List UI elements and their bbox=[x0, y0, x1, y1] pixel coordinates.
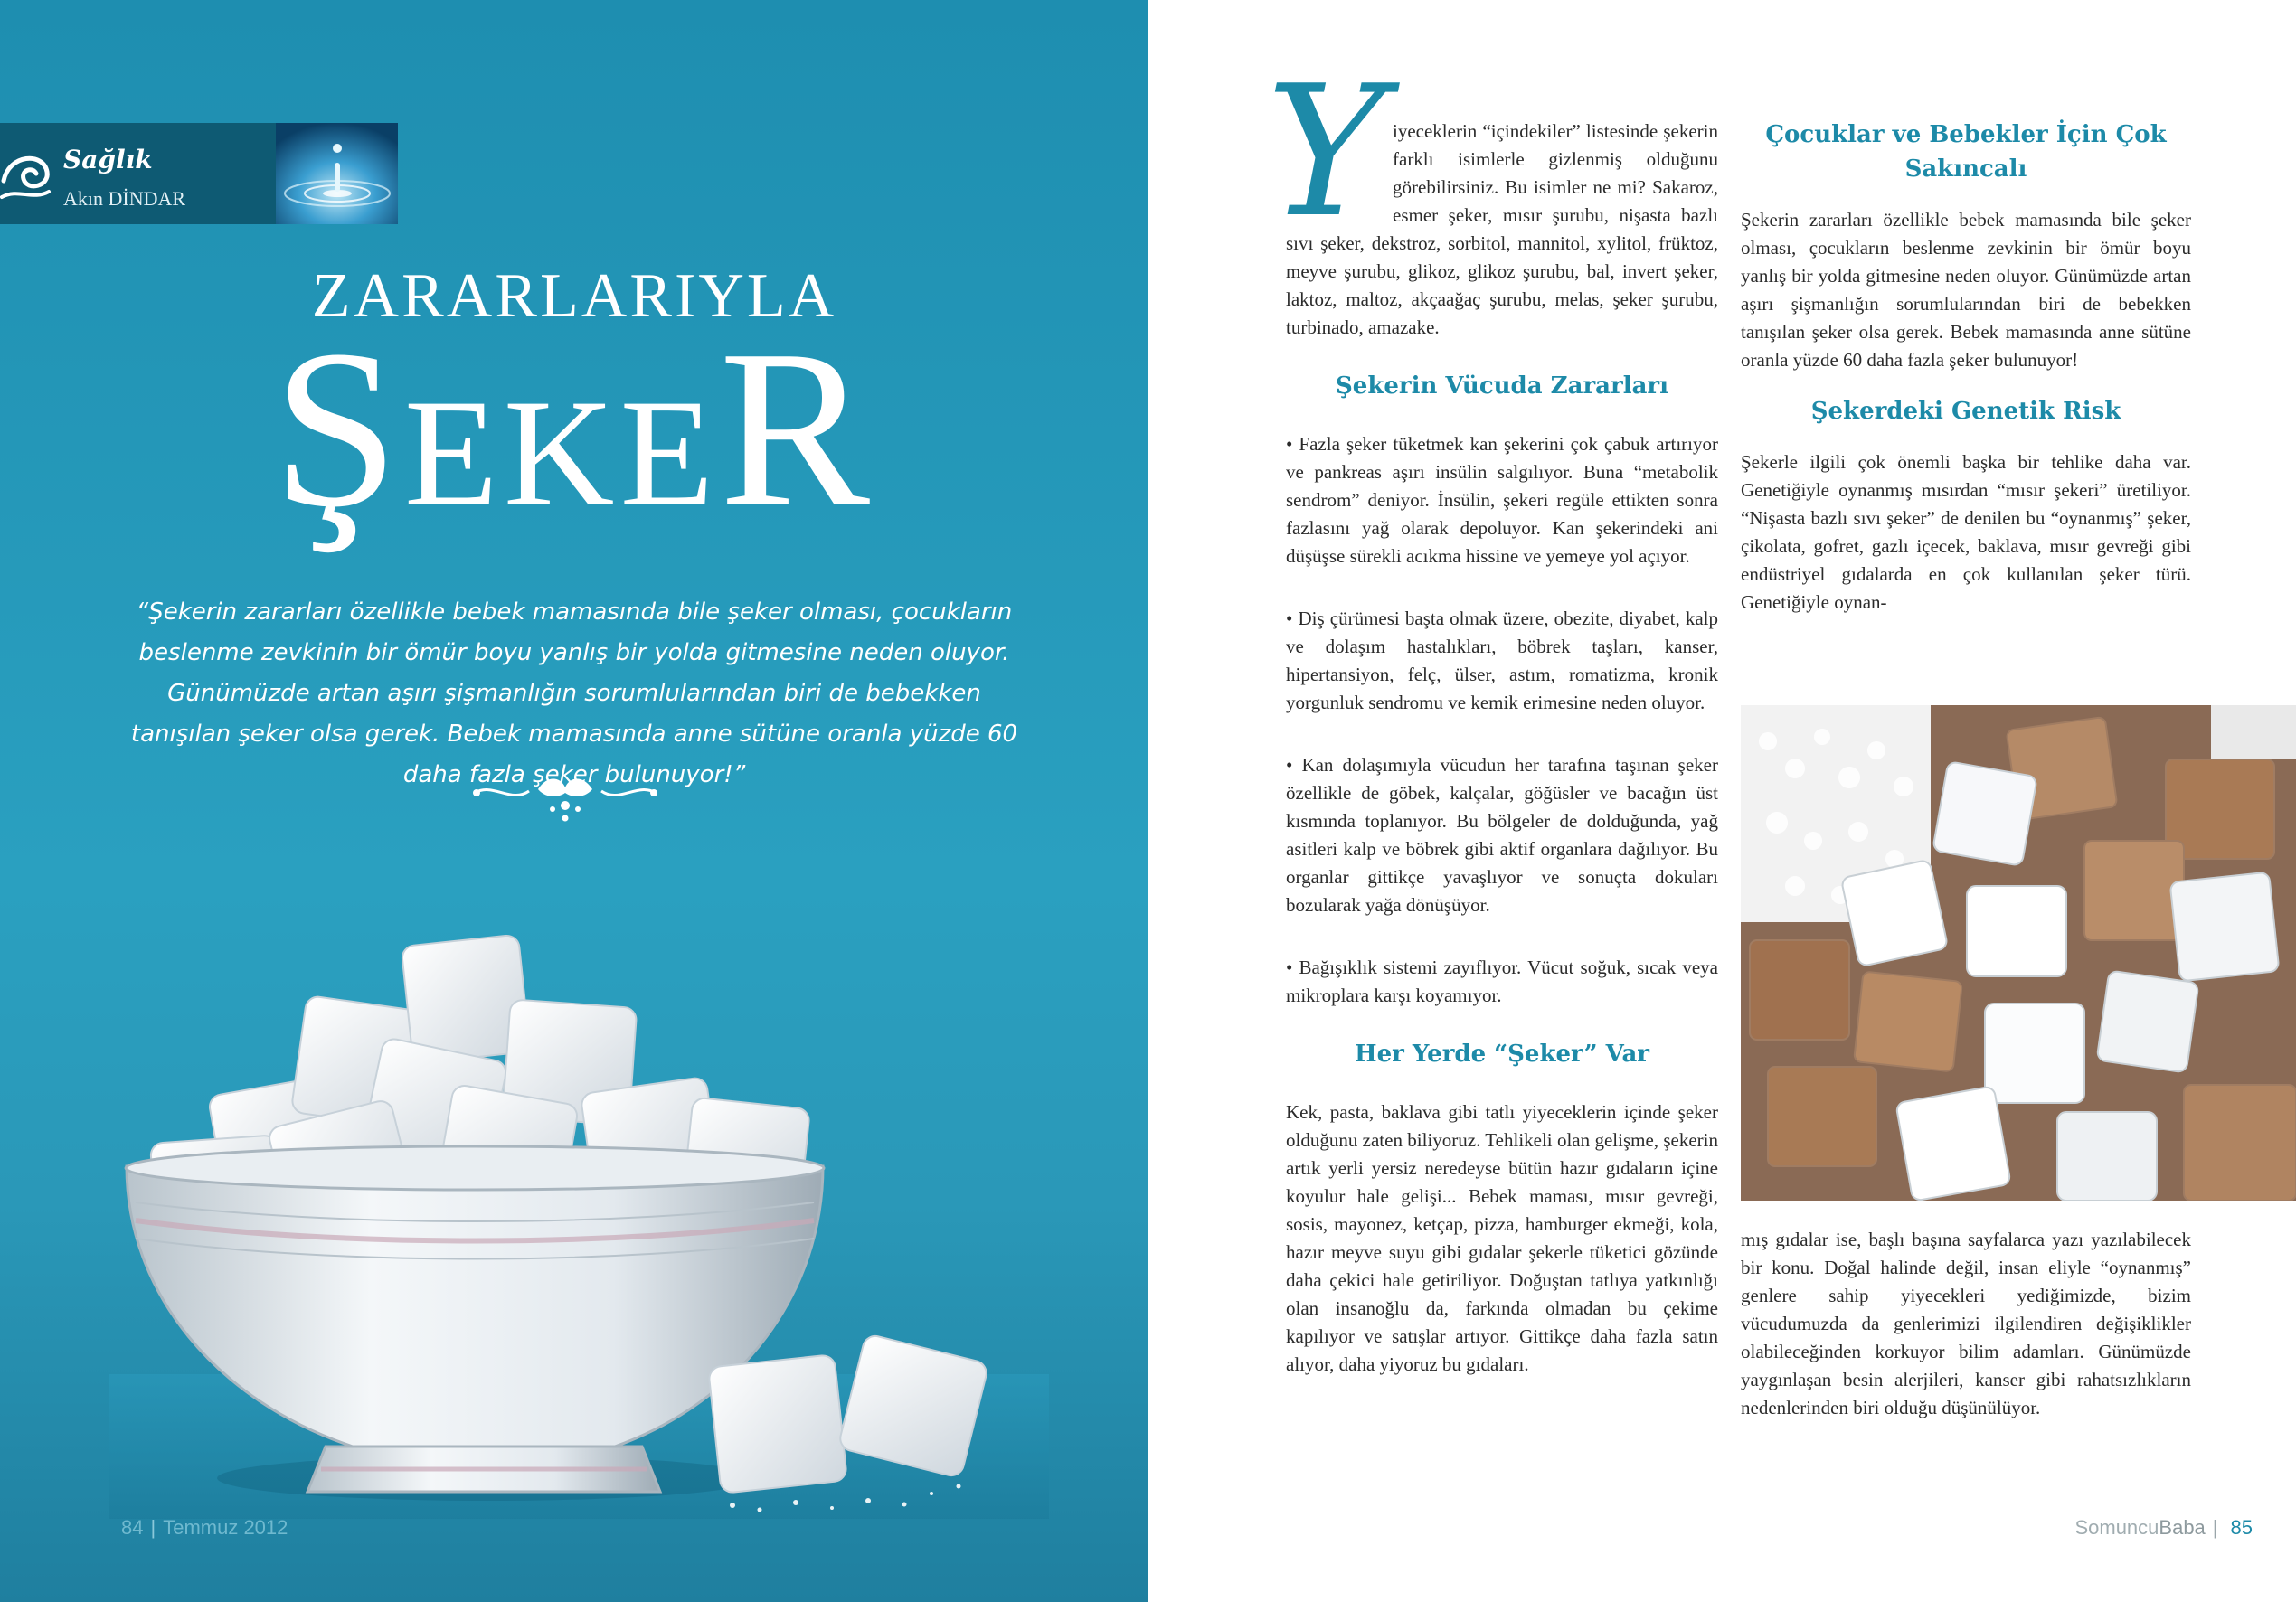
column-left bbox=[1266, 47, 1718, 1379]
intro-paragraph bbox=[1266, 47, 1718, 342]
paragraph-genetik-continued: mış gıdalar ise, başlı başına sayfalarca yazı yazılabilecek bir konu. Doğal halinde değil, insan eliyle “oynanmış” genlere sahip yiyecekleri yediğimizde, bizim vücudumuzda da genlerimizi ilgilendiren değişiklikler olabileceğinden korkuyor bilim adamları. Günümüzde yaygınlaşan besin alerjileri, kanser gibi rahatsızlıkların nedenlerinden biri olduğu düşünülüyor. bbox=[1741, 1229, 2191, 1418]
heading-cocuklar: Çocuklar ve Bebekler İçin Çok Sakıncalı bbox=[1765, 121, 2167, 183]
intro-text: iyeceklerin “içindekiler” listesinde şekerin farklı isimlerle gizlenmiş olduğunu görebilirsiniz. Bu isimler ne mi? Sakaroz, esmer şeker, mısır şurubu, nişasta bazlı sıvı şeker, dekstroz, sorbitol, mannitol, xylitol, früktoz, meyve şurubu, glikoz, glikoz şurubu, bal, invert şeker, laktoz, maltoz, akçaağaç şurubu, melas, şeker şurubu, turbinado, amazake. bbox=[1286, 120, 1718, 338]
author-name: Akın DİNDAR bbox=[63, 187, 186, 210]
left-folio: 84 | Temmuz 2012 bbox=[121, 1516, 288, 1539]
heading-genetik: Şekerdeki Genetik Risk bbox=[1810, 398, 2121, 425]
magazine-brand bbox=[2074, 1516, 2205, 1539]
headline-big bbox=[0, 304, 1148, 566]
issue-date: Temmuz 2012 bbox=[163, 1516, 288, 1539]
paragraph-genetik: Şekerle ilgili çok önemli başka bir tehlike daha var. Genetiğiyle oynanmış mısırdan “mısır şekeri” üretiliyor. “Nişasta bazlı sıvı şeker” de denilen bu “oynanmış” şeker, çikolata, gofret, gazlı içecek, baklava, mısır gevreği gibi endüstriyel gıdalarda en çok kullanılan şeker türü. Genetiğiyle oynan- bbox=[1741, 451, 2191, 613]
drop-cap: Y bbox=[1266, 47, 1386, 258]
headline-letter-first: Ş bbox=[272, 304, 404, 554]
water-drop-photo bbox=[276, 123, 398, 224]
flourish-ornament-icon bbox=[466, 773, 665, 827]
brand-part-b: Baba bbox=[2159, 1516, 2206, 1539]
brand-part-a: Somuncu bbox=[2074, 1516, 2159, 1539]
right-page bbox=[1148, 0, 2296, 1602]
right-folio: SomuncuBaba | 85 bbox=[2074, 1516, 2253, 1539]
headline-top: ZARARLARIYLA bbox=[311, 261, 837, 331]
wave-ornament-icon bbox=[0, 145, 54, 208]
paragraph-cocuklar: Şekerin zararları özellikle bebek mamasında bile şeker olması, çocukların beslenme zevkinin bir ömür boyu yanlış bir yolda gitmesine neden oluyor. Günümüzde artan aşırı şişmanlığın sorumlularından biri de bebekken tanışılan şeker olsa gerek. Bebek mamasında anne sütüne oranla yüzde 60 daha fazla şeker bulunuyor! bbox=[1741, 209, 2191, 371]
bullet-1: • Fazla şeker tüketmek kan şekerini çok çabuk artırıyor ve pankreas aşırı insülin salgılıyor. Buna “metabolik sendrom” deniyor. İnsülin, şekeri regüle ettikten sonra fazlasını yağ olarak depoluyor. Kan şekerindeki ani düşüşse sürekli acıkma hissine ve yemeye yol açıyor. bbox=[1286, 433, 1718, 567]
left-page-number: 84 bbox=[121, 1516, 144, 1539]
column-right-continued bbox=[1741, 1226, 2191, 1422]
bullet-2: • Diş çürümesi başta olmak üzere, obezite, diyabet, kalp ve dolaşım hastalıkları, böbrek taşları, kanser, hipertansiyon, felç, ülser, astım, romatizma, kronik yorgunluk sendromu ve kemik erimesine neden oluyor. bbox=[1286, 608, 1718, 713]
section-tag: Sağlık bbox=[63, 145, 153, 174]
bullet-3: • Kan dolaşımıyla vücudun her tarafına taşınan şeker özellikle de göbek, kalçalar, göğüsler ve bacağın üst kısmında toplanıyor. Bu bölgeler de dolduğunda, yağ asitleri kalp ve böbrek gibi aktif organlara dağılıyor. Bu organlar gittikçe yavaşlıyor ve sonuçta dokuları bozularak yağa dönüşüyor. bbox=[1286, 754, 1718, 916]
sugar-bowl-illustration bbox=[109, 868, 1049, 1519]
heading-zararlar: Şekerin Vücuda Zararları bbox=[1336, 372, 1668, 400]
headline-letter-last: R bbox=[719, 304, 876, 554]
column-right bbox=[1741, 118, 2191, 617]
right-page-number: 85 bbox=[2230, 1516, 2253, 1539]
paragraph-her-yerde: Kek, pasta, baklava gibi tatlı yiyeceklerin içinde şeker olduğunu zaten biliyoruz. Tehlikeli olan gelişme, şekerin artık yerli yersiz neredeyse bütün hazır gıdaların içine koyulur hale gelişi... Bebek maması, mısır gevreği, sosis, mayonez, ketçap, pizza, hamburger ekmeği, kola, hazır meyve suyu gibi gıdalar şekerle tüketici gözünde daha çekici hale getiriliyor. Doğuştan tatlıya yatkınlığı olan insanoğlu da, farkında olmadan bu çekime kapılıyor ve satışlar artıyor. Gittikçe daha fazla satın alıyor, daha yiyoruz bu gıdaları. bbox=[1286, 1101, 1718, 1375]
bullet-4: • Bağışıklık sistemi zayıflıyor. Vücut soğuk, sıcak veya mikroplara karşı koyamıyor. bbox=[1286, 956, 1718, 1006]
headline-letters-middle: EKE bbox=[403, 368, 720, 538]
sugar-cubes-photo bbox=[1741, 705, 2296, 1201]
pull-quote: “Şekerin zararları özellikle bebek mamasında bile şeker olması, çocukların beslenme zevkinin bir ömür boyu yanlış bir yolda gitmesine neden oluyor. Günümüzde artan aşırı şişmanlığın sorumlularından biri de bebekken tanışılan şeker olsa gerek. Bebek mamasında anne sütüne oranla yüzde 60 daha fazla şeker bulunuyor!” bbox=[130, 598, 1018, 788]
heading-her-yerde: Her Yerde “Şeker” Var bbox=[1355, 1041, 1649, 1068]
